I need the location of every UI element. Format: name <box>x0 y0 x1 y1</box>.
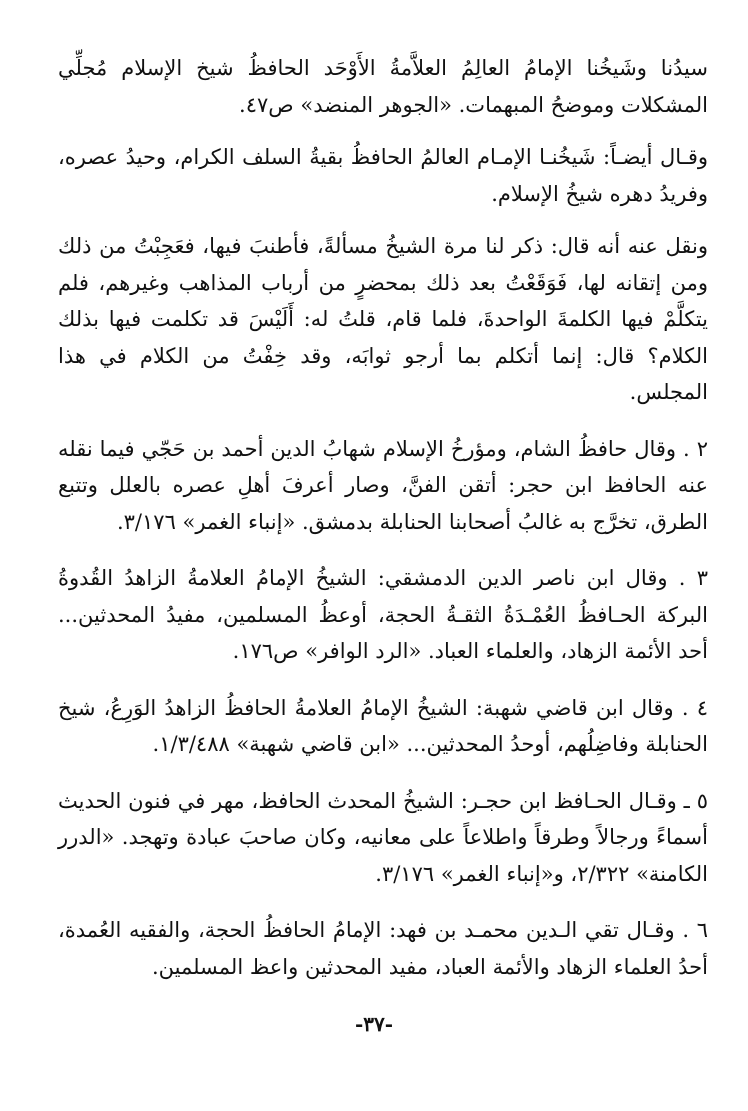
paragraph-6: ٤ . وقال ابن قاضي شهبة: الشيخُ الإمامُ العلامةُ الحافظُ الزاهدُ الوَرِعُ، شيخ الحنابلة وفاضِلُهم، أوحدُ المحدثين... «ابن قاضي شهبة» ١/٣/٤٨٨. <box>58 695 708 756</box>
paragraph-8: ٦ . وقـال تقي الـدين محمـد بن فهد: الإمامُ الحافظُ الحجة، والفقيه العُمدة، أحدُ العلماء الزهاد والأئمة العباد، مفيد المحدثين واعظ المسلمين. <box>58 918 708 979</box>
paragraph-7: ٥ ـ وقـال الحـافظ ابن حجـر: الشيخُ المحدث الحافظ، مهر في فنون الحديث أسماءً ورجالاً وطرقاً واطلاعاً على معانيه، وكان صاحبَ عبادة وتهجد. «الدرر الكامنة» ٢/٣٢٢، و«إنباء الغمر» ٣/١٧٦. <box>58 788 708 886</box>
page-body <box>58 50 708 985</box>
paragraph-1: سيدُنا وشَيخُنا الإمامُ العالِمُ العلاَّمةُ الأَوْحَد الحافظُ شيخ الإسلام مُجلِّي المشكلات وموضحُ المبهمات. «الجوهر المنضد» ص٤٧. <box>58 56 708 117</box>
paragraph-2: وقـال أيضـاً: شَيخُنـا الإمـام العالمُ الحافظُ بقيةُ السلف الكرام، وحيدُ عصره، وفريدُ دهره شيخُ الإسلام. <box>58 145 708 206</box>
paragraph-5: ٣ . وقال ابن ناصر الدين الدمشقي: الشيخُ الإمامُ العلامةُ الزاهدُ القُدوةُ البركة الحـافظُ العُمْـدَةُ الثقـةُ الحجة، أوعظُ المسلمين، مفيدُ المحدثين... أحد الأئمة الزهاد، والعلماء العباد. «الرد الوافر» ص١٧٦. <box>58 566 708 663</box>
paragraph-3: ونقل عنه أنه قال: ذكر لنا مرة الشيخُ مسألةً، فأطنبَ فيها، فعَجِبْتُ من ذلك ومن إتقانه لها، فَوَقَعْتُ بعد ذلك بمحضرٍ من أرباب المذاهب وغيرهم، فلم يتكلَّمْ فيها الكلمةَ الواحدةَ، فلما قام، قلتُ له: أَلَيْسَ قد تكلمت فيها بذلك الكلام؟ قال: إنما أتكلم بما أرجو ثوابَه، وقد خِفْتُ من الكلام في هذا المجلس. <box>58 234 708 404</box>
paragraph-4: ٢ . وقال حافظُ الشام، ومؤرخُ الإسلام شهابُ الدين أحمد بن حَجّي فيما نقله عنه الحافظ ابن حجر: أتقن الفنَّ، وصار أعرفَ أهلِ عصره بالعلل وتتبع الطرق، تخرَّج به غالبُ أصحابنا الحنابلة بدمشق. «إنباء الغمر» ٣/١٧٦. <box>58 436 708 534</box>
page-number: -٣٧- <box>354 1012 394 1036</box>
